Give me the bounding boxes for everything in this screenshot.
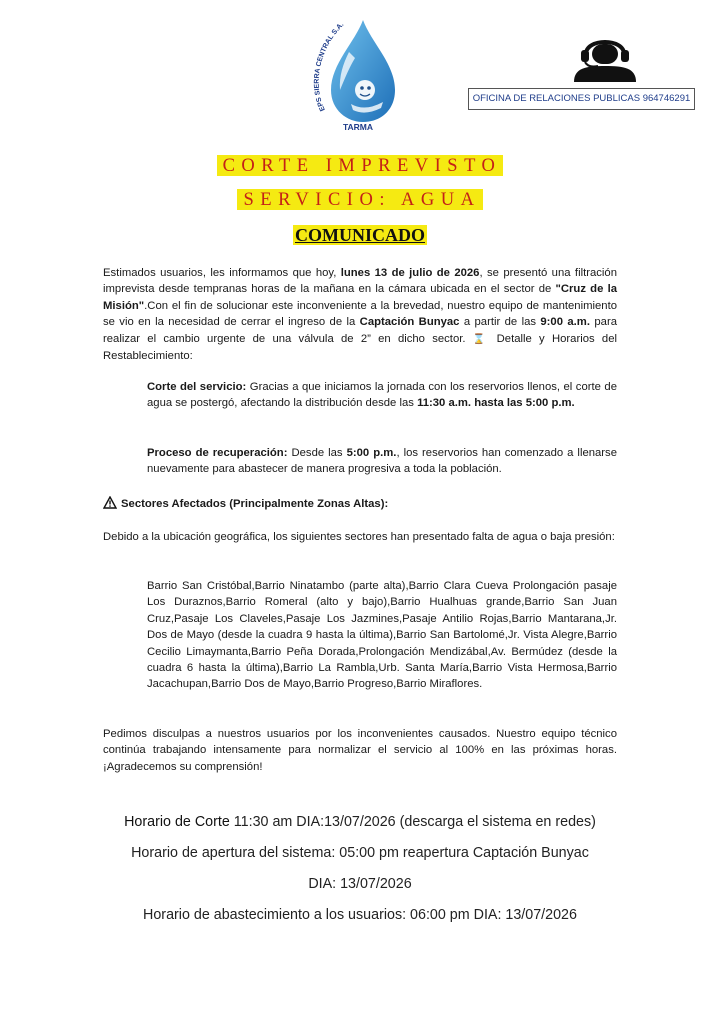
logo-arc-text: EPS SIERRA CENTRAL S.A.: [313, 21, 346, 113]
intro-text: para realizar el cambio urgente de una válvula de 2” en dicho sector.: [103, 316, 617, 345]
corte-text: Gracias a que iniciamos la jornada con los reservorios llenos, el corte de agua se postergó, afectando la distribución desde las: [147, 381, 617, 410]
corte-range: 11:30 a.m. hasta las 5:00 p.m.: [417, 397, 575, 410]
banner-line-1: [0, 156, 720, 177]
intro-text: .Con el fin de solucionar este inconveniente a la brevedad, nuestro equipo de mantenimiento se vio en la necesidad de cerrar el ingreso de la: [103, 299, 617, 329]
proceso-label: Proceso de recuperación:: [147, 447, 288, 459]
proceso-text: , los reservorios han comenzado a llenarse nuevamente para abastecer de manera progresiva a toda la población.: [147, 447, 617, 476]
corte-label: Corte del servicio:: [147, 381, 247, 393]
proceso-time: 5:00 p.m.: [346, 447, 397, 459]
schedule-corte-label: Horario de Corte: [124, 814, 230, 830]
proceso-text: Desde las: [287, 447, 347, 459]
intro-text: , se presentó una filtración imprevista desde tempranas horas de la mañana en la cámara ubicada en el sector de: [103, 267, 617, 296]
intro-text: Detalle y Horarios del Restablecimiento:: [103, 332, 617, 363]
schedule-line-1: [0, 814, 720, 830]
intro-text: Estimados usuarios, les informamos que hoy,: [103, 267, 341, 279]
headset-icon: [572, 32, 638, 82]
apology-paragraph: Pedimos disculpas a nuestros usuarios por los inconvenientes causados. Nuestro equipo técnico continúa trabajando intensamente para normalizar el servicio al 100% en las próximas horas. ¡Agradecemos su comprensión!: [103, 728, 617, 773]
banner-line-2-text: SERVICIO: AGUA: [237, 189, 482, 210]
sectores-heading: [103, 496, 388, 512]
schedule-line-4: Horario de abastecimiento a los usuarios: 06:00 pm DIA: 13/07/2026: [143, 907, 577, 923]
debido-paragraph: Debido a la ubicación geográfica, los siguientes sectores han presentado falta de agua o baja presión:: [103, 531, 615, 543]
banner-line-1-text: CORTE IMPREVISTO: [217, 155, 504, 176]
intro-date: lunes 13 de julio de 2026: [340, 267, 480, 279]
proceso-paragraph: [147, 445, 617, 478]
banner-line-2: [0, 190, 720, 211]
intro-time: 9:00 a.m.: [540, 316, 590, 329]
schedule-line-3: DIA: 13/07/2026: [308, 876, 412, 892]
intro-captacion: Captación Bunyac: [359, 316, 460, 329]
intro-text: a partir de las: [459, 316, 541, 329]
office-contact-box: OFICINA DE RELACIONES PUBLICAS 964746291: [468, 88, 695, 110]
water-drop-logo-icon: [303, 12, 403, 134]
comunicado-heading: [0, 225, 720, 246]
logo-city-text: TARMA: [342, 122, 374, 132]
corte-paragraph: [147, 379, 617, 412]
comunicado-heading-text: COMUNICADO: [295, 225, 425, 245]
sectores-heading-text: Sectores Afectados (Principalmente Zonas Altas):: [121, 498, 389, 510]
barrios-list: Barrio San Cristóbal,Barrio Ninatambo (parte alta),Barrio Clara Cueva Prolongación pasaje Los Duraznos,Barrio Romeral (alto y bajo),Barrio Hualhuas grande,Barrio San Juan Cruz,Pasaje Los Claveles,Pasaje Los Jazmines,Pasaje Antilio Rojas,Barrio Mantarana,Jr. Dos de Mayo (desde la cuadra 9 hasta la última),Barrio San Bartolomé,Jr. Vista Alegre,Barrio Cecilio Limaymanta,Barrio Peña Dorada,Prolongación Mendizábal,Av. Bermúdez (desde la cuadra 6 hasta la última),Barrio La Rambla,Urb. Santa María,Barrio Vista Hermosa,Barrio Jacachupan,Barrio Dos de Mayo,Barrio Progreso,Barrio Miraflores.: [147, 580, 617, 691]
warning-icon: [103, 496, 117, 509]
hourglass-icon: ⌛: [472, 333, 490, 345]
intro-paragraph: [103, 265, 617, 364]
intro-sector: "Cruz de la Misión": [103, 283, 618, 312]
schedule-corte-text: 11:30 am DIA:13/07/2026 (descarga el sistema en redes): [229, 814, 596, 830]
schedule-line-2: Horario de apertura del sistema: 05:00 pm reapertura Captación Bunyac: [131, 845, 589, 861]
